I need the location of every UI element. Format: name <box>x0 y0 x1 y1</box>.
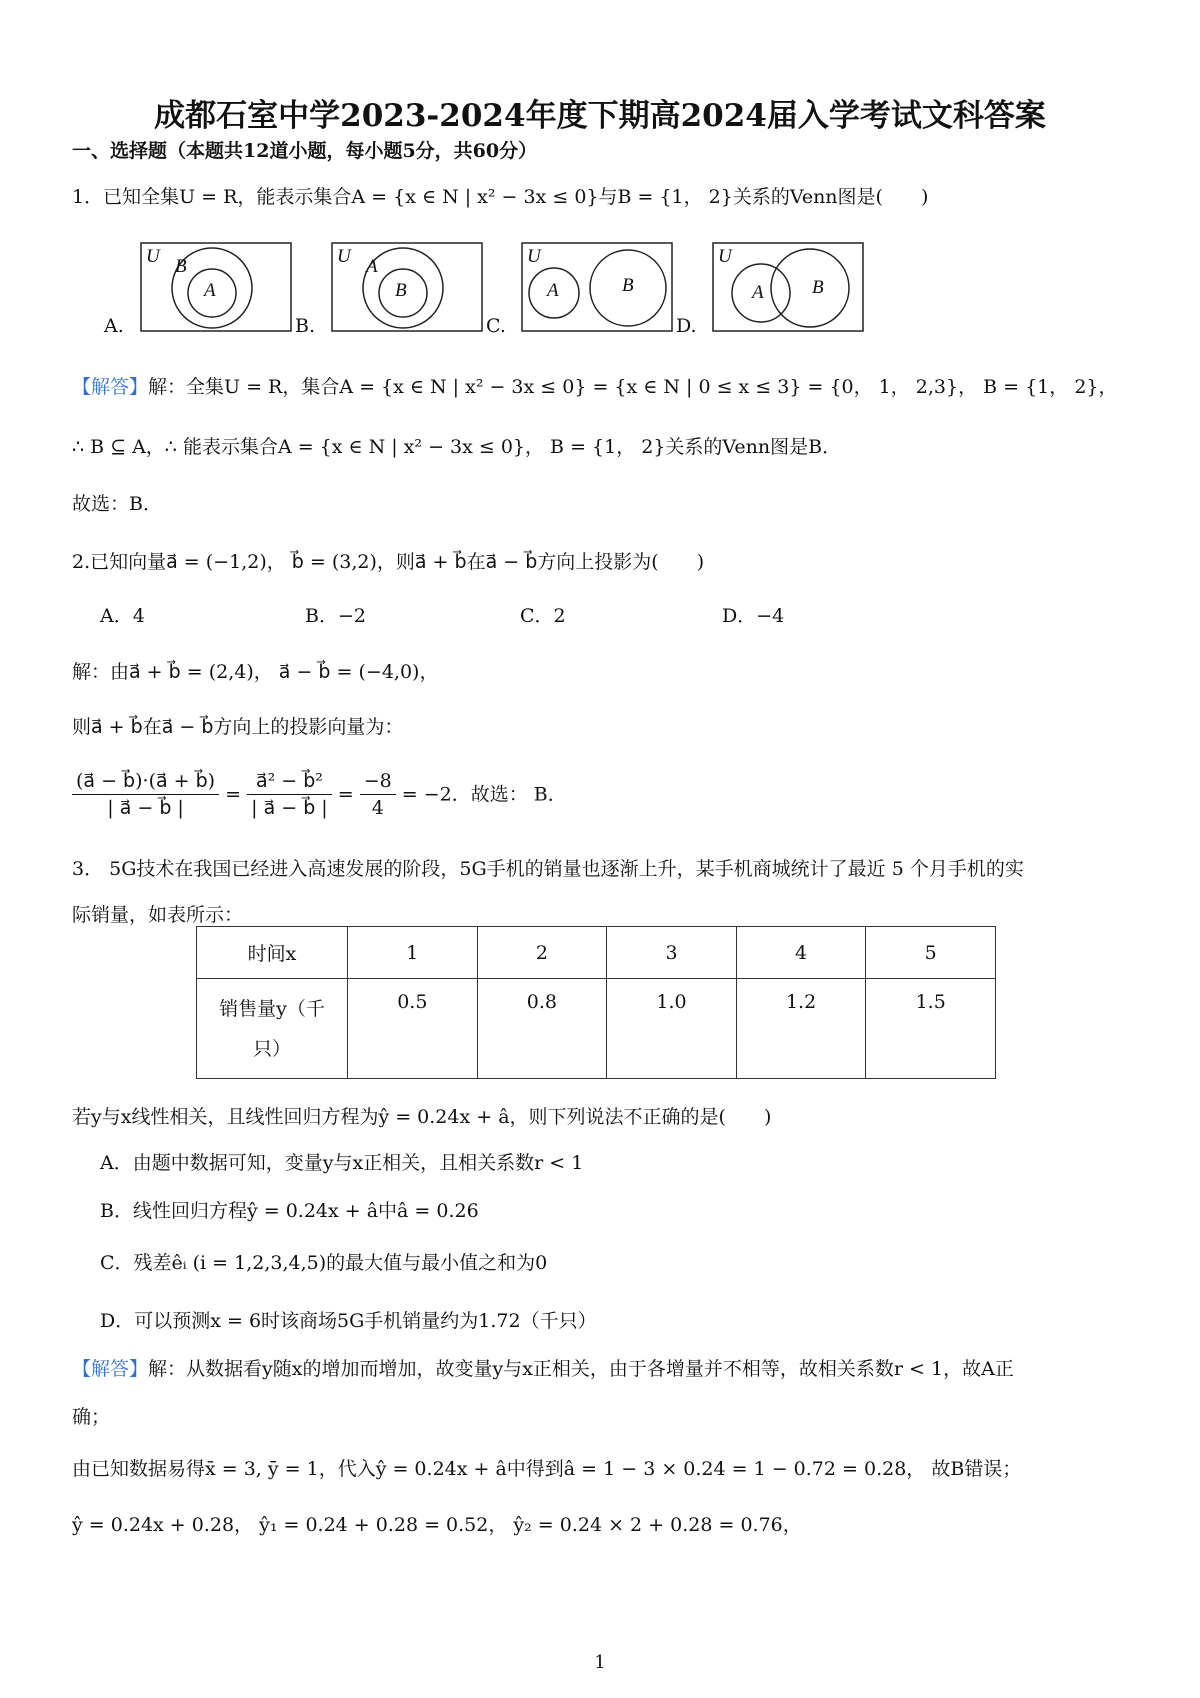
table-cell: 2 <box>477 927 607 979</box>
q2-option-a: A．4 <box>100 605 145 627</box>
table-cell: 5 <box>866 927 996 979</box>
q2-solution-line2: 则a⃗ + b⃗在a⃗ − b⃗方向上的投影向量为： <box>72 716 404 738</box>
sales-table <box>196 926 996 1079</box>
q2-formula: $\frac{(a⃗ - b⃗)\cdot(a⃗ + b⃗)}{| a⃗ - b⃗ |}$ = $\frac{\text{a⃗² − b⃗²}}{| a⃗ - b⃗ |}$ = $\frac{-8}{4}$ = −2．故选： B． <box>72 768 567 821</box>
venn-a-outer: B <box>175 256 187 277</box>
q3-stem-line1: 3． 5G技术在我国已经进入高速发展的阶段，5G手机的销量也逐渐上升，某手机商城统计了最近 5 个月手机的实 <box>72 858 1024 880</box>
fraction-3 <box>360 768 396 821</box>
page-number: 1 <box>594 1652 606 1673</box>
q3-solution-line2: 确； <box>72 1406 111 1428</box>
q2-option-c: C．2 <box>520 605 566 627</box>
option-a-label: A. <box>104 315 124 337</box>
table-cell: 销售量y（千只） <box>197 979 348 1079</box>
venn-a-inner: A <box>204 280 216 301</box>
table-cell: 1 <box>348 927 478 979</box>
table-cell: 0.5 <box>348 979 478 1079</box>
q3-solution-line4: ŷ = 0.24x + 0.28， ŷ₁ = 0.24 + 0.28 = 0.52， ŷ₂ = 0.24 × 2 + 0.28 = 0.76， <box>72 1514 802 1536</box>
q1-solution-line1 <box>72 374 1118 400</box>
table-cell: 1.0 <box>607 979 737 1079</box>
venn-b-u: U <box>337 246 351 267</box>
venn-c-left: A <box>547 280 559 301</box>
q2-option-b: B．−2 <box>305 605 366 627</box>
q1-solution-line3: 故选：B． <box>72 493 162 515</box>
venn-diagram-b <box>331 242 483 332</box>
fraction-2 <box>247 768 332 821</box>
venn-b-outer: A <box>366 256 378 277</box>
q3-stem-line3: 若y与x线性相关，且线性回归方程为ŷ = 0.24x + â，则下列说法不正确的是( ) <box>72 1106 772 1128</box>
table-cell: 1.2 <box>736 979 866 1079</box>
venn-d-right: B <box>812 277 824 298</box>
option-b-label: B. <box>295 315 316 337</box>
table-row <box>197 927 996 979</box>
venn-b-inner: B <box>395 280 407 301</box>
fraction-2-denominator: | a⃗ − b⃗ | <box>251 797 328 819</box>
venn-diagram-d <box>712 242 864 332</box>
q3-option-d: D．可以预测x = 6时该商场5G手机销量约为1.72（千只） <box>100 1310 597 1332</box>
answer-tag: 【解答】 <box>72 376 149 398</box>
option-c-label: C. <box>486 315 506 337</box>
page-title: 成都石室中学2023-2024年度下期高2024届入学考试文科答案 <box>154 98 1046 134</box>
fraction-1 <box>72 768 219 821</box>
table-cell: 4 <box>736 927 866 979</box>
q2-option-d: D．−4 <box>722 605 785 627</box>
q2-result: = −2．故选： B． <box>401 783 567 806</box>
table-cell: 0.8 <box>477 979 607 1079</box>
venn-c-u: U <box>527 246 541 267</box>
table-row <box>197 979 996 1079</box>
venn-c-right: B <box>622 275 634 296</box>
section-heading: 一、选择题（本题共12道小题，每小题5分，共60分） <box>72 140 538 162</box>
q3-stem-line2: 际销量，如表所示： <box>72 904 244 926</box>
venn-d-left: A <box>752 282 764 303</box>
q1-solution-text: 解：全集U = R，集合A = {x ∈ N | x² − 3x ≤ 0} = {x ∈ N | 0 ≤ x ≤ 3} = {0， 1， 2,3}， B = {1， 2}， <box>148 376 1118 398</box>
venn-d-u: U <box>718 246 732 267</box>
fraction-2-numerator: a⃗² − b⃗² <box>247 768 332 795</box>
fraction-3-denominator: 4 <box>371 797 384 819</box>
q3-solution-line3: 由已知数据易得x̄ = 3, ȳ = 1，代入ŷ = 0.24x + â中得到â = 1 − 3 × 0.24 = 1 − 0.72 = 0.28， 故B错误； <box>72 1458 1022 1480</box>
answer-tag: 【解答】 <box>72 1358 149 1380</box>
q1-stem: 1．已知全集U = R，能表示集合A = {x ∈ N | x² − 3x ≤ 0}与B = {1， 2}关系的Venn图是( ) <box>72 186 929 208</box>
venn-a-u: U <box>146 246 160 267</box>
table-cell: 时间x <box>197 927 348 979</box>
q2-stem: 2.已知向量a⃗ = (−1,2)， b⃗ = (3,2)，则a⃗ + b⃗在a⃗ − b⃗方向上投影为( ) <box>72 551 705 573</box>
table-cell: 3 <box>607 927 737 979</box>
q2-solution-line1: 解：由a⃗ + b⃗ = (2,4)， a⃗ − b⃗ = (−4,0)， <box>72 661 439 683</box>
fraction-1-denominator: | a⃗ − b⃗ | <box>107 797 184 819</box>
q3-solution-text: 解：从数据看y随x的增加而增加，故变量y与x正相关，由于各增量并不相等，故相关系数r < 1，故A正 <box>148 1358 1014 1380</box>
venn-diagram-c <box>521 242 673 332</box>
q3-option-c: C．残差êᵢ (i = 1,2,3,4,5)的最大值与最小值之和为0 <box>100 1252 548 1274</box>
q3-option-b: B．线性回归方程ŷ = 0.24x + â中â = 0.26 <box>100 1200 479 1222</box>
q3-solution-line1 <box>72 1356 1014 1382</box>
q1-solution-line2: ∴ B ⊆ A，∴ 能表示集合A = {x ∈ N | x² − 3x ≤ 0}， B = {1， 2}关系的Venn图是B． <box>72 436 842 458</box>
fraction-3-numerator: −8 <box>360 768 396 795</box>
table-cell: 1.5 <box>866 979 996 1079</box>
option-d-label: D. <box>676 315 697 337</box>
venn-diagram-a <box>140 242 292 332</box>
fraction-1-numerator: (a⃗ − b⃗)·(a⃗ + b⃗) <box>72 768 219 795</box>
q3-option-a: A．由题中数据可知，变量y与x正相关，且相关系数r < 1 <box>100 1152 584 1174</box>
